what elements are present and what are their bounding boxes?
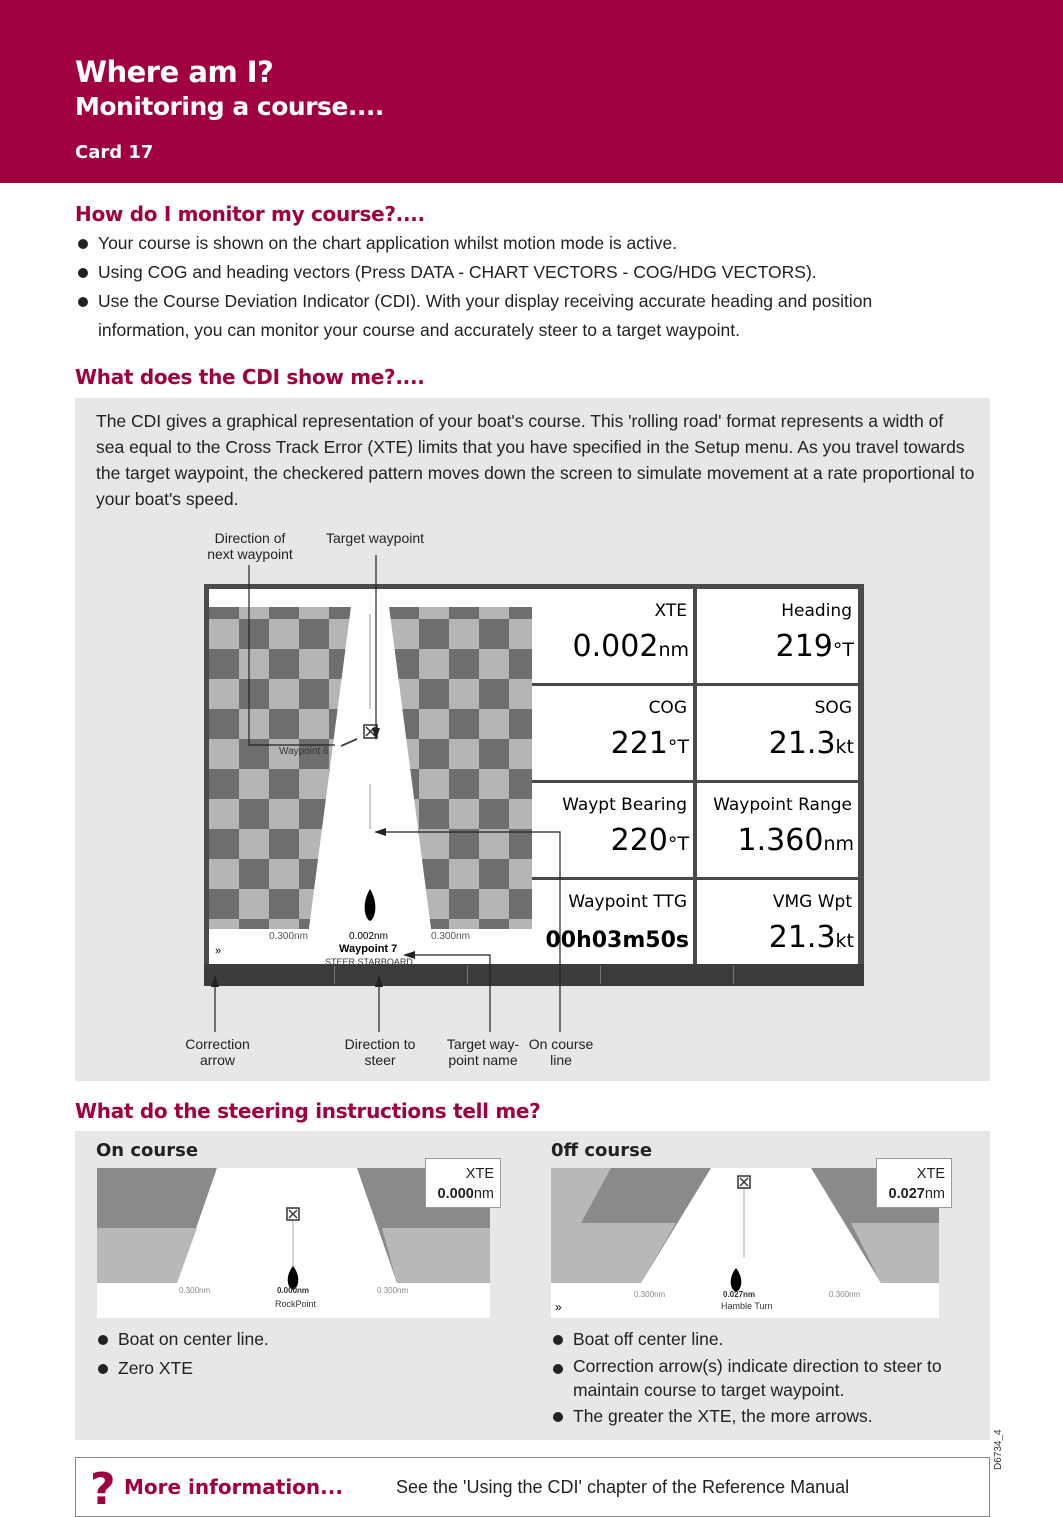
data-cell-xte: XTE 0.002nm: [532, 589, 693, 683]
data-cell-waypt-bearing: Waypt Bearing 220°T: [532, 783, 693, 877]
off-course-scale-left: 0.300nm: [634, 1290, 666, 1299]
question-icon: ?: [90, 1464, 116, 1515]
steer-instruction: STEER STARBOARD: [325, 957, 413, 964]
list-item: Using COG and heading vectors (Press DATA - CHART VECTORS - COG/HDG VECTORS).: [78, 258, 958, 287]
scale-left: 0.300nm: [269, 931, 308, 942]
data-cell-sog: SOG 21.3kt: [697, 686, 858, 780]
card-number: Card 17: [75, 142, 154, 163]
list-item: Zero XTE: [98, 1354, 498, 1383]
page-title: Where am I?: [75, 55, 274, 89]
page-subtitle: Monitoring a course....: [75, 92, 384, 121]
waypoint-marker-label: Waypoint 6: [279, 746, 329, 757]
data-cell-waypoint-range: Waypoint Range 1.360nm: [697, 783, 858, 877]
off-course-scale-center: 0.027nm: [723, 1290, 756, 1299]
list-item: Use the Course Deviation Indicator (CDI). With your display receiving accurate heading and position information, you can monitor your course and accurately steer to a target waypoint.: [78, 287, 958, 345]
off-course-scale-right: 0.300nm: [829, 1290, 861, 1299]
callout-direction-next: Direction of next waypoint: [207, 530, 293, 562]
data-cell-heading: Heading 219°T: [697, 589, 858, 683]
on-course-scale-right: 0.300nm: [377, 1286, 409, 1295]
list-item: Boat on center line.: [98, 1325, 498, 1354]
on-course-waypoint: RockPoint: [275, 1299, 317, 1309]
data-cell-cog: COG 221°T: [532, 686, 693, 780]
list-item: The greater the XTE, the more arrows.: [553, 1402, 953, 1431]
callout-direction-steer: Direction to steer: [344, 1036, 416, 1068]
section-heading-steering: What do the steering instructions tell me?: [75, 1099, 541, 1123]
callout-target-waypoint: Target waypoint: [325, 530, 425, 546]
cdi-intro-text: The CDI gives a graphical representation of your boat's course. This 'rolling road' format represents a width of sea equal to the Cross Track Error (XTE) limits that you have specified in the Setup menu. As you travel towards the target waypoint, the checkered pattern moves down the screen to simulate movement at a rate proportional to your boat's speed.: [96, 411, 975, 509]
off-course-waypoint: Hamble Turn: [721, 1301, 773, 1311]
on-course-title: On course: [96, 1140, 199, 1161]
data-cell-vmg-wpt: VMG Wpt 21.3kt: [697, 880, 858, 974]
correction-arrow-icon: »: [555, 1300, 562, 1314]
document-code: D6734_4: [993, 1429, 1004, 1470]
off-course-bullets: [553, 1325, 953, 1431]
correction-arrow-icon: »: [215, 945, 222, 957]
on-course-xte-box: XTE 0.000nm: [425, 1158, 501, 1208]
off-course-title: 0ff course: [551, 1140, 653, 1161]
off-course-xte-box: XTE 0.027nm: [876, 1158, 952, 1208]
list-item: Boat off center line.: [553, 1325, 953, 1354]
on-course-bullets: [98, 1325, 498, 1383]
callout-on-course-line: On course line: [528, 1036, 594, 1068]
list-item: Correction arrow(s) indicate direction to steer to maintain course to target waypoint.: [553, 1354, 953, 1402]
section-heading-cdi: What does the CDI show me?....: [75, 365, 425, 389]
more-information-box: [75, 1457, 990, 1517]
scale-right: 0.300nm: [431, 931, 470, 942]
reference-text: See the 'Using the CDI' chapter of the Reference Manual: [396, 1477, 850, 1497]
more-info-label: More information...: [124, 1475, 343, 1499]
cdi-waypoint-name: Waypoint 7: [339, 943, 398, 955]
scale-center: 0.002nm: [349, 931, 388, 942]
callout-target-name: Target way-point name: [446, 1036, 520, 1068]
on-course-scale-left: 0.300nm: [179, 1286, 211, 1295]
on-course-scale-center: 0.000nm: [277, 1286, 310, 1295]
section-heading-monitor: How do I monitor my course?....: [75, 202, 425, 226]
callout-correction-arrow: Correction arrow: [185, 1036, 250, 1068]
data-cell-waypoint-ttg: Waypoint TTG 00h03m50s: [532, 880, 693, 974]
list-item: Your course is shown on the chart application whilst motion mode is active.: [78, 229, 958, 258]
